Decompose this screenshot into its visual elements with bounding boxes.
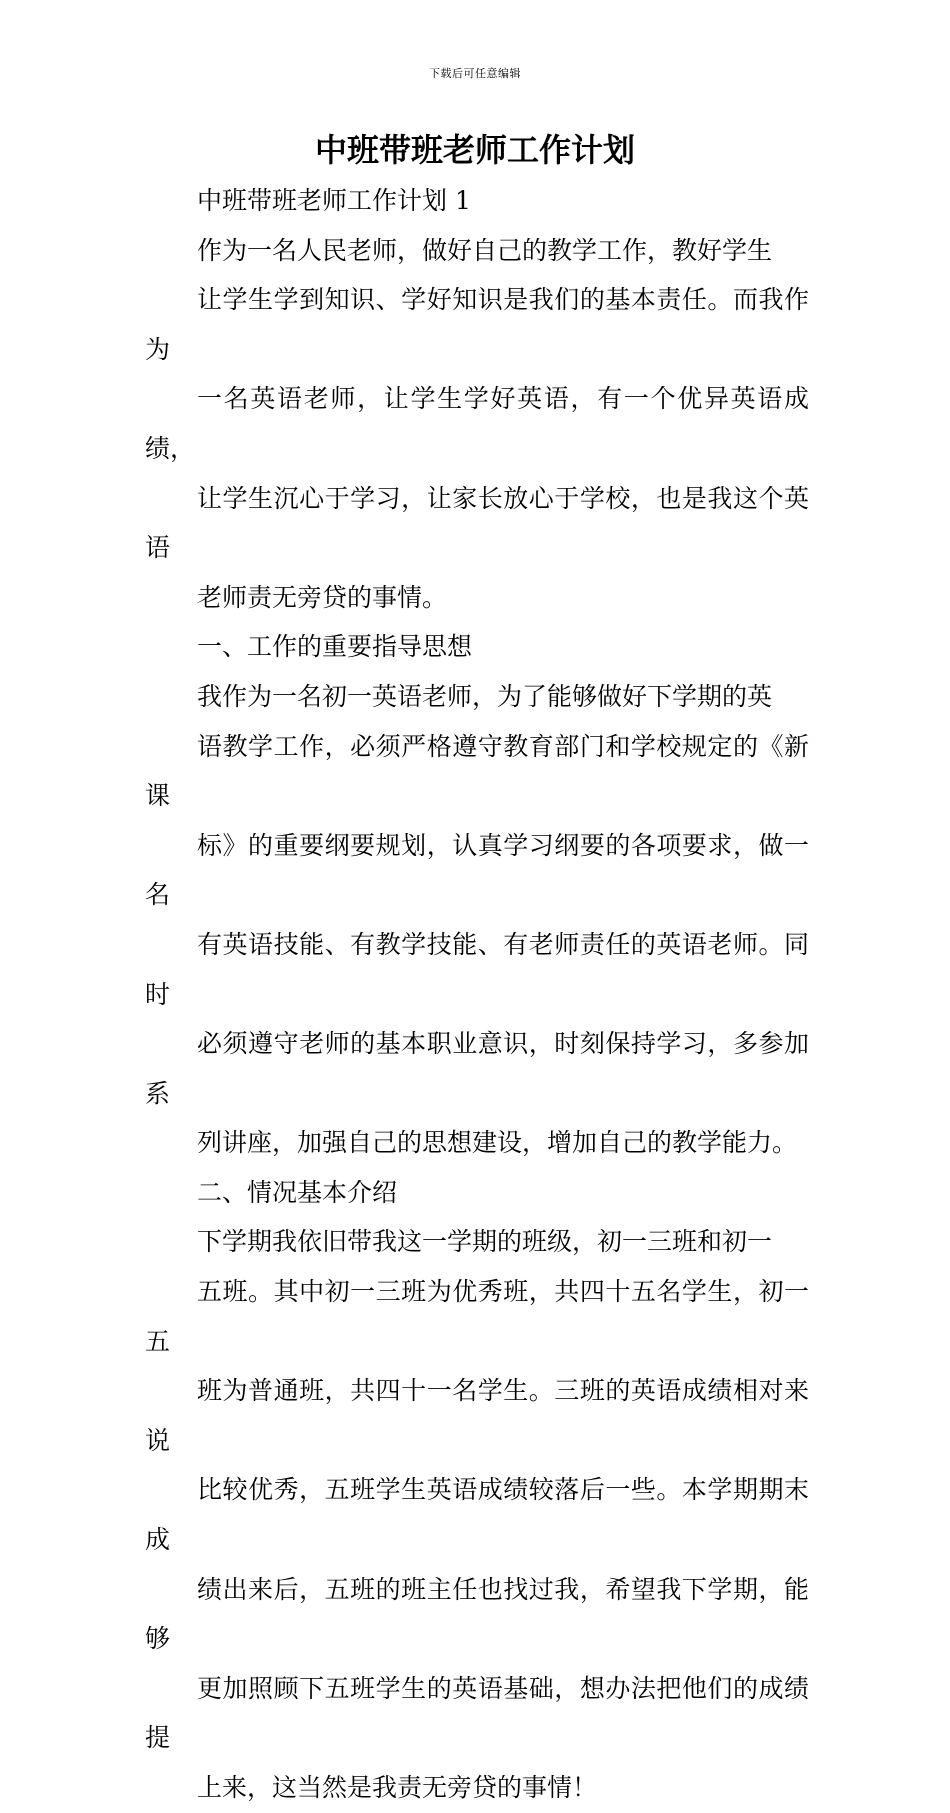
paragraph-line: 老师责无旁贷的事情。 bbox=[197, 582, 448, 612]
paragraph-intro bbox=[145, 226, 809, 623]
document-title: 中班带班老师工作计划 bbox=[314, 131, 635, 169]
header-note: 下载后可任意编辑 bbox=[429, 67, 521, 80]
paragraph-line: 比较优秀，五班学生英语成绩较落后一些。本学期期末成 bbox=[145, 1475, 809, 1555]
paragraph-line: 让学生沉心于学习，让家长放心于学校，也是我这个英语 bbox=[145, 483, 809, 563]
paragraph-situation bbox=[145, 1217, 809, 1812]
paragraph-line: 上来，这当然是我责无旁贷的事情！ bbox=[197, 1773, 598, 1802]
section-heading-2 bbox=[145, 1168, 809, 1218]
paragraph-line: 作为一名人民老师，做好自己的教学工作，教好学生 bbox=[197, 235, 773, 265]
paragraph-line: 标》的重要纲要规划，认真学习纲要的各项要求，做一名 bbox=[145, 830, 809, 910]
paragraph-line: 一名英语老师，让学生学好英语，有一个优异英语成绩， bbox=[145, 384, 809, 463]
paragraph-line: 五班。其中初一三班为优秀班，共四十五名学生，初一五 bbox=[145, 1277, 809, 1356]
paragraph-line: 我作为一名初一英语老师，为了能够做好下学期的英 bbox=[197, 681, 773, 711]
section-heading-1 bbox=[145, 622, 809, 672]
paragraph-line: 列讲座，加强自己的思想建设，增加自己的教学能力。 bbox=[197, 1128, 798, 1158]
paragraph-line: 班为普通班，共四十一名学生。三班的英语成绩相对来说 bbox=[145, 1376, 809, 1455]
paragraph-line: 语教学工作，必须严格遵守教育部门和学校规定的《新课 bbox=[145, 731, 809, 811]
paragraph-guiding-ideas bbox=[145, 672, 809, 1168]
document-body bbox=[145, 176, 809, 1813]
section-heading-text: 一、工作的重要指导思想 bbox=[197, 632, 473, 662]
paragraph-line: 下学期我依旧带我这一学期的班级，初一三班和初一 bbox=[197, 1227, 773, 1257]
subtitle: 中班带班老师工作计划 1 bbox=[197, 186, 471, 215]
paragraph-line: 更加照顾下五班学生的英语基础，想办法把他们的成绩提 bbox=[145, 1673, 809, 1753]
paragraph-line: 让学生学到知识、学好知识是我们的基本责任。而我作为 bbox=[145, 285, 809, 364]
paragraph-line: 有英语技能、有教学技能、有老师责任的英语老师。同时 bbox=[145, 929, 809, 1009]
paragraph-line: 必须遵守老师的基本职业意识，时刻保持学习，多参加系 bbox=[145, 1029, 809, 1108]
paragraph-line: 绩出来后，五班的班主任也找过我，希望我下学期，能够 bbox=[145, 1574, 809, 1654]
section-heading-text: 二、情况基本介绍 bbox=[197, 1177, 398, 1207]
